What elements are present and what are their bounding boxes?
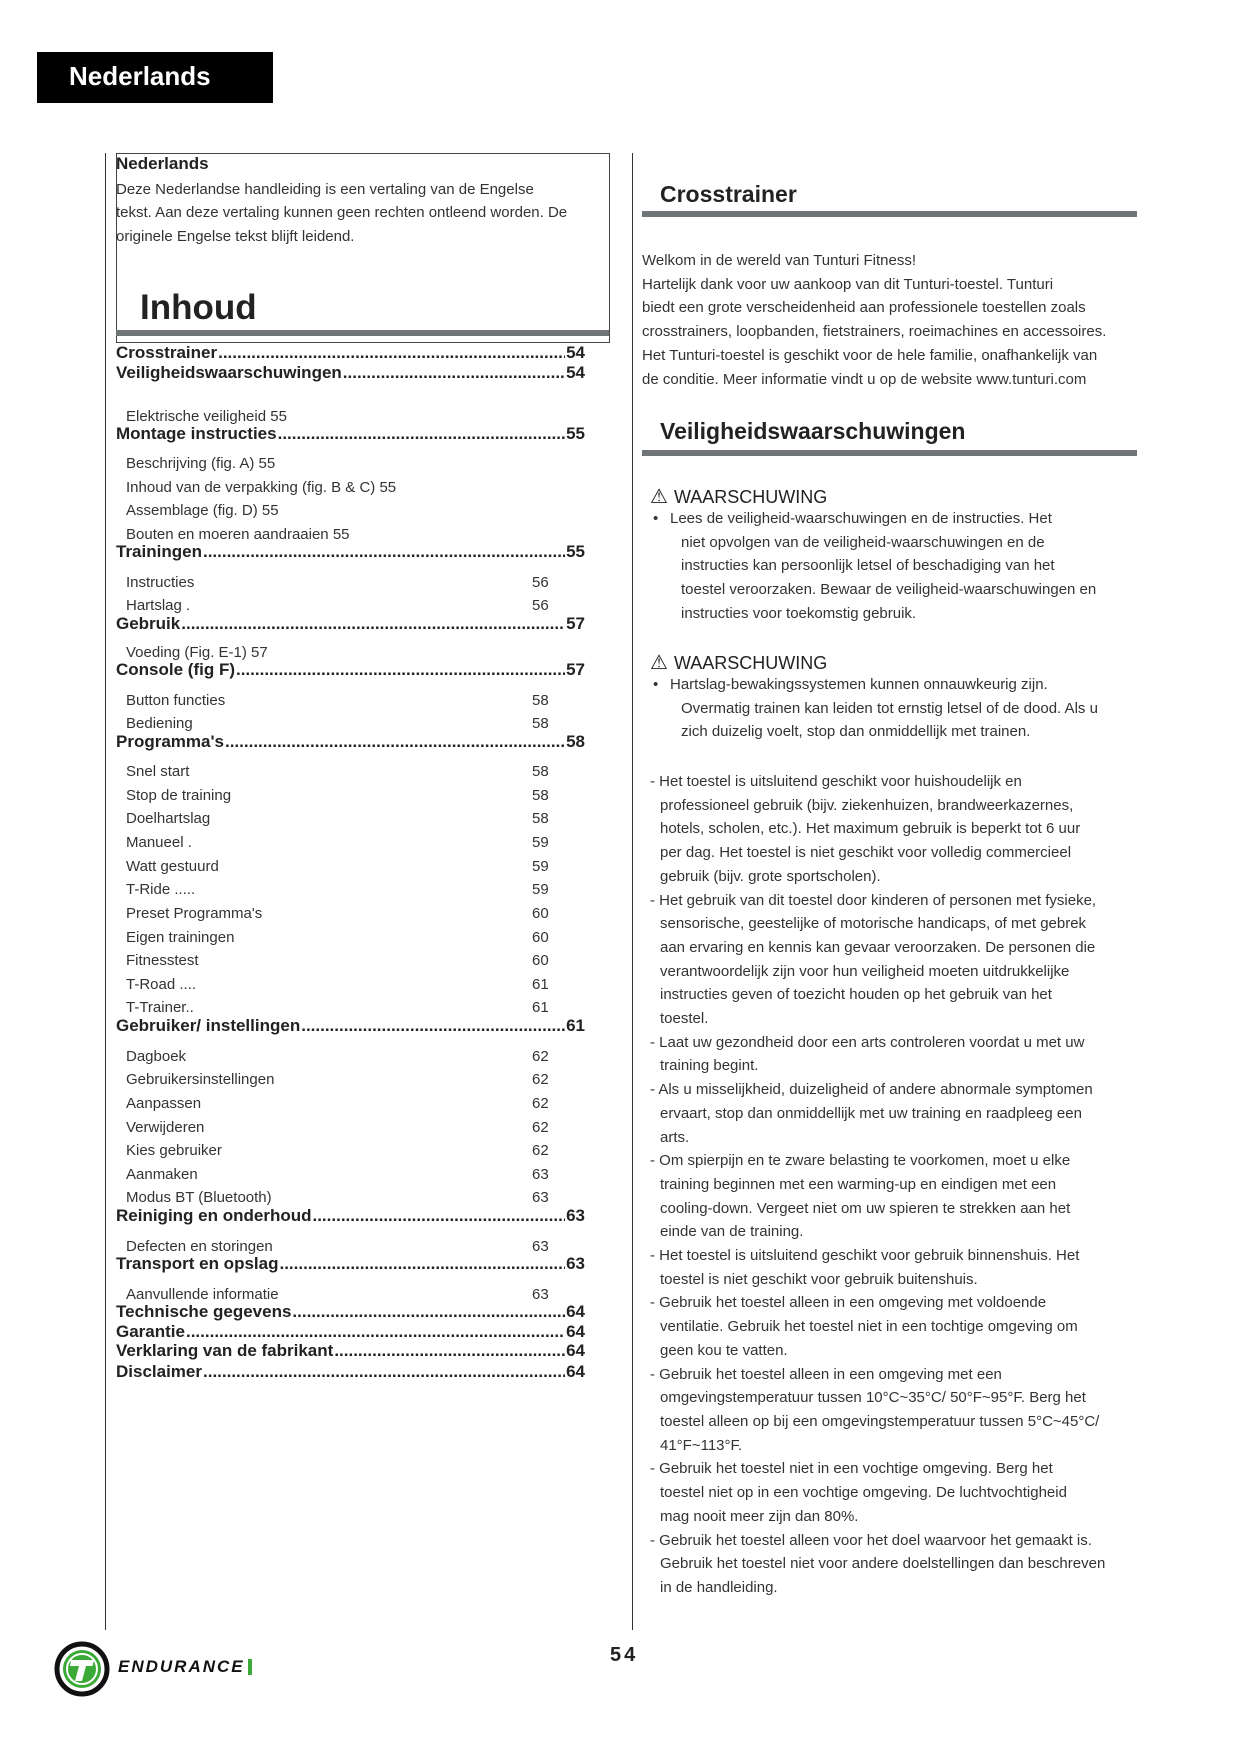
toc-entry-page: 57 [566,614,585,633]
toc-subentry-page: 59 [532,858,549,875]
toc-entry-page: 64 [566,1302,585,1321]
toc-subentry-page: 60 [532,952,549,969]
toc-subentry[interactable]: Bediening [126,715,193,732]
toc-entry-label: Programma's [116,732,224,751]
warning-heading [650,484,827,509]
text-line: ventilatie. Gebruik het toestel niet in een tochtige omgeving om [660,1318,1078,1336]
toc-entry-page: 54 [566,343,585,362]
toc-entry-page: 55 [566,424,585,443]
warning-text-line: Hartslag-bewakingssystemen kunnen onnauwkeurig zijn. [670,676,1048,693]
safety-list-item [650,1149,1105,1244]
toc-leader-dots [292,1302,565,1322]
toc-subentry-page: 56 [532,597,549,614]
toc-entry-page: 64 [566,1362,585,1381]
toc-subentry[interactable]: Kies gebruiker [126,1142,222,1159]
toc-leader-dots [334,1341,565,1361]
toc-subentry-page: 60 [532,905,549,922]
text-line: per dag. Het toestel is niet geschikt voor volledig commercieel [660,844,1072,862]
toc-subentry-page: 60 [532,929,549,946]
safety-list-item [650,770,1105,889]
toc-subentry[interactable]: Doelhartslag [126,810,211,827]
toc-subentry[interactable]: Hartslag . [126,597,191,614]
toc-entry[interactable] [116,343,585,363]
safety-list [650,770,1105,1600]
toc-entry-label: Gebruiker/ instellingen [116,1016,301,1035]
toc-subentry-page: 58 [532,787,549,804]
welcome-text [642,249,1106,391]
middle-column-rule [632,153,633,1630]
bullet-icon: • [653,676,659,693]
toc-entry[interactable] [116,363,585,383]
toc-entry-label: Veiligheidswaarschuwingen [116,363,342,382]
toc-leader-dots [343,363,565,383]
toc-subentry-page: 59 [532,834,549,851]
toc-entry-label: Transport en opslag [116,1254,279,1273]
toc-subentry-page: 62 [532,1071,549,1088]
toc-subentry-page: 62 [532,1119,549,1136]
text-line: cooling-down. Vergeet niet om uw spieren te strekken aan het [660,1199,1071,1217]
text-line: - Om spierpijn en te zware belasting te voorkomen, moet u elke [650,1152,1071,1170]
text-line: - Gebruik het toestel alleen in een omgeving met voldoende [650,1294,1047,1312]
toc-subentry[interactable]: Defecten en storingen [126,1238,273,1255]
toc-entry-label: Technische gegevens [116,1302,292,1321]
notice-line: originele Engelse tekst blijft leidend. [116,228,355,245]
text-line: geen kou te vatten. [660,1341,788,1359]
toc-entry-label: Montage instructies [116,424,277,443]
toc-entry[interactable] [116,1362,585,1382]
toc-subentry[interactable]: Aanpassen [126,1095,202,1112]
logo-accent [248,1659,252,1675]
text-line: arts. [660,1128,690,1146]
toc-subentry[interactable]: Stop de training [126,787,232,804]
toc-subentry-page: 63 [532,1166,549,1183]
toc-leader-dots [279,1254,565,1274]
toc-leader-dots [203,1362,565,1382]
text-line: toestel alleen op bij een omgevingstemperatuur tussen 5°C~45°C/ [660,1412,1100,1430]
toc-entry-page: 63 [566,1254,585,1273]
toc-entry-label: Reiniging en onderhoud [116,1206,312,1225]
warning-text-line: Lees de veiligheid-waarschuwingen en de instructies. Het [670,510,1052,527]
toc-entry[interactable] [116,542,585,562]
toc-entry-page: 63 [566,1206,585,1225]
toc-leader-dots [225,732,565,752]
text-line: toestel. [660,1010,709,1028]
toc-subentry[interactable]: Verwijderen [126,1119,205,1136]
toc-leader-dots [203,542,565,562]
toc-entry[interactable] [116,614,585,634]
toc-leader-dots [181,614,565,634]
toc-entry[interactable] [116,424,585,444]
text-line: crosstrainers, loopbanden, fietstrainers, roeimachines en accessoires. [642,323,1107,341]
text-line: - Als u misselijkheid, duizeligheid of andere abnormale symptomen [650,1081,1093,1099]
text-line: de conditie. Meer informatie vindt u op de website www.tunturi.com [642,370,1087,388]
text-line: - Gebruik het toestel alleen in een omgeving met een [650,1365,1002,1383]
text-line: toestel niet op in een vochtige omgeving. De luchtvochtigheid [660,1484,1067,1502]
toc-leader-dots [278,424,565,444]
text-line: - Gebruik het toestel alleen voor het doel waarvoor het gemaakt is. [650,1531,1092,1549]
toc-entry-label: Crosstrainer [116,343,218,362]
text-line: verantwoordelijk zijn voor hun veiligheid moeten uitdrukkelijke [660,962,1070,980]
toc-subentry[interactable]: Modus BT (Bluetooth) [126,1189,272,1206]
toc-subentry[interactable]: Button functies [126,692,226,709]
toc-entry[interactable] [116,1341,585,1361]
safety-list-item [650,1529,1105,1600]
text-line: - Gebruik het toestel niet in een vochtige omgeving. Berg het [650,1460,1053,1478]
text-line: sensorische, geestelijke of motorische handicaps, of met gebrek [660,915,1087,933]
toc-entry[interactable] [116,1302,585,1322]
warning-text-line: Overmatig trainen kan leiden tot ernstig letsel of de dood. Als u [681,699,1098,717]
warning-text-line: instructies kan persoonlijk letsel of beschadiging van het [681,557,1055,575]
safety-list-item [650,1078,1105,1149]
warning-text-line: instructies voor toekomstig gebruik. [681,604,917,622]
toc-entry-label: Trainingen [116,542,202,561]
toc-subentry[interactable]: Manueel . [126,834,192,851]
warning-text-line: niet opvolgen van de veiligheid-waarschuwingen en de [681,533,1045,551]
toc-subentry[interactable]: Instructies [126,574,195,591]
safety-list-item [650,889,1105,1031]
text-line: 41°F~113°F. [660,1436,743,1454]
toc-subentry-page: 58 [532,763,549,780]
toc-subentry-page: 61 [532,976,549,993]
text-line: Welkom in de wereld van Tunturi Fitness! [642,252,917,269]
text-line: ervaart, stop dan onmiddellijk met uw training en raadpleeg een [660,1104,1082,1122]
toc-subentry[interactable]: Preset Programma's [126,905,263,922]
text-line: omgevingstemperatuur tussen 10°C~35°C/ 50°F~95°F. Berg het [660,1389,1086,1407]
toc-subentry[interactable]: Snel start [126,763,190,780]
toc-entry-page: 58 [566,732,585,751]
toc-subentry[interactable]: Beschrijving (fig. A) 55 [126,455,276,472]
toc-subentry[interactable]: Watt gestuurd [126,858,219,875]
toc-subentry[interactable]: T-Road .... [126,976,197,993]
safety-list-item [650,1244,1105,1291]
text-line: - Laat uw gezondheid door een arts controleren voordat u met uw [650,1033,1085,1051]
warning-triangle-icon: ⚠ [650,652,668,674]
toc-subentry[interactable]: Assemblage (fig. D) 55 [126,502,279,519]
notice-line: Deze Nederlandse handleiding is een vertaling van de Engelse [116,181,534,198]
toc-subentry[interactable]: Eigen trainingen [126,929,235,946]
toc-leader-dots [236,660,565,680]
text-line: Hartelijk dank voor uw aankoop van dit Tunturi-toestel. Tunturi [642,275,1054,293]
toc-subentry[interactable]: T-Ride ..... [126,881,196,898]
toc-subentry[interactable]: Voeding (Fig. E-1) 57 [126,644,268,661]
text-line: hotels, scholen, etc.). Het maximum gebruik is beperkt tot 6 uur [660,820,1081,838]
toc-leader-dots [312,1206,565,1226]
section-heading-safety: Veiligheidswaarschuwingen [660,418,966,444]
text-line: instructies geven of toezicht houden op het gebruik van het [660,986,1052,1004]
toc-entry-page: 64 [566,1322,585,1341]
toc-leader-dots [218,343,565,363]
bullet-icon: • [653,510,659,527]
text-line: - Het gebruik van dit toestel door kinderen of personen met fysieke, [650,891,1097,909]
toc-entry[interactable] [116,1322,585,1342]
toc-entry-page: 61 [566,1016,585,1035]
warning-title: WAARSCHUWING [673,487,828,507]
toc-subentry-page: 63 [532,1238,549,1255]
text-line: aan ervaring en kennis kan gevaar veroorzaken. De personen die [660,938,1096,956]
toc-entry-label: Gebruik [116,614,181,633]
toc-leader-dots [186,1322,565,1342]
warning-text-line: zich duizelig voelt, stop dan onmiddellijk met trainen. [681,723,1031,741]
toc-subentry-page: 58 [532,810,549,827]
text-line: biedt een grote verscheidenheid aan professionele toestellen zoals [642,299,1086,317]
toc-subentry[interactable]: Aanmaken [126,1166,198,1183]
text-line: - Het toestel is uitsluitend geschikt voor gebruik binnenshuis. Het [650,1247,1080,1265]
toc-subentry[interactable]: Inhoud van de verpakking (fig. B & C) 55 [126,479,397,496]
toc-entry[interactable] [116,1254,585,1274]
toc-subentry-page: 62 [532,1142,549,1159]
toc-entry[interactable] [116,732,585,752]
safety-list-item [650,1457,1105,1528]
heading-rule [642,211,1137,217]
toc-title-rule [116,330,609,336]
toc-entry-label: Disclaimer [116,1362,202,1381]
toc-leader-dots [301,1016,565,1036]
text-line: professioneel gebruik (bijv. ziekenhuizen, brandweerkazernes, [660,796,1074,814]
toc-entry-label: Console (fig F) [116,660,235,679]
safety-list-item [650,1031,1105,1078]
text-line: mag nooit meer zijn dan 80%. [660,1507,859,1525]
heading-rule [642,450,1137,456]
toc-entry-page: 54 [566,363,585,382]
toc-subentry-page: 62 [532,1048,549,1065]
toc-entry[interactable] [116,1206,585,1226]
text-line: - Het toestel is uitsluitend geschikt voor huishoudelijk en [650,773,1022,790]
text-line: gebruik (bijv. grote sportscholen). [660,867,881,885]
toc-subentry[interactable]: Gebruikersinstellingen [126,1071,275,1088]
text-line: training begint. [660,1057,759,1075]
text-line: training beginnen met een warming-up en eindigen met een [660,1175,1057,1193]
language-banner [37,52,273,103]
toc-entry-page: 64 [566,1341,585,1360]
toc-subentry-page: 63 [532,1189,549,1206]
left-column-rule [105,153,106,1630]
text-line: in de handleiding. [660,1578,778,1596]
warning-title: WAARSCHUWING [673,653,828,673]
toc-subentry[interactable]: Dagboek [126,1048,187,1065]
toc-entry-page: 55 [566,542,585,561]
toc-subentry-page: 58 [532,715,549,732]
text-line: toestel is niet geschikt voor gebruik buitenshuis. [660,1270,978,1288]
text-line: Gebruik het toestel niet voor andere doelstellingen dan beschreven [660,1555,1106,1573]
toc-subentry[interactable]: Bouten en moeren aandraaien 55 [126,526,350,543]
toc-entry-page: 57 [566,660,585,679]
logo-text: ENDURANCE [118,1657,245,1676]
toc-subentry-page: 58 [532,692,549,709]
text-line: einde van de training. [660,1223,804,1241]
text-line: Het Tunturi-toestel is geschikt voor de hele familie, onafhankelijk van [642,346,1098,364]
section-heading-crosstrainer: Crosstrainer [660,181,797,207]
toc-title: Inhoud [140,288,257,327]
notice-title: Nederlands [116,154,209,173]
safety-list-item [650,1291,1105,1362]
warning-triangle-icon: ⚠ [650,486,668,508]
toc-subentry[interactable]: T-Trainer.. [126,999,194,1016]
toc-entry-label: Garantie [116,1322,185,1341]
toc-subentry-page: 61 [532,999,549,1016]
safety-list-item [650,1363,1105,1458]
tunturi-logo-icon [54,1641,110,1697]
toc-entry[interactable] [116,1016,585,1036]
toc-subentry-page: 62 [532,1095,549,1112]
toc-entry-label: Verklaring van de fabrikant [116,1341,334,1360]
warning-text-line: toestel veroorzaken. Bewaar de veiligheid-waarschuwingen en [681,581,1097,599]
language-banner-label: Nederlands [69,61,211,91]
warning-heading [650,650,827,675]
page-number: 54 [610,1644,639,1666]
notice-line: tekst. Aan deze vertaling kunnen geen rechten ontleend worden. De [116,204,568,221]
toc-subentry[interactable]: Fitnesstest [126,952,199,969]
toc-subentry[interactable]: Aanvullende informatie [126,1286,279,1303]
toc-subentry-page: 59 [532,881,549,898]
toc-subentry-page: 63 [532,1286,549,1303]
toc-entry[interactable] [116,660,585,680]
toc-subentry-page: 56 [532,574,549,591]
toc-subentry[interactable]: Elektrische veiligheid 55 [126,408,287,425]
